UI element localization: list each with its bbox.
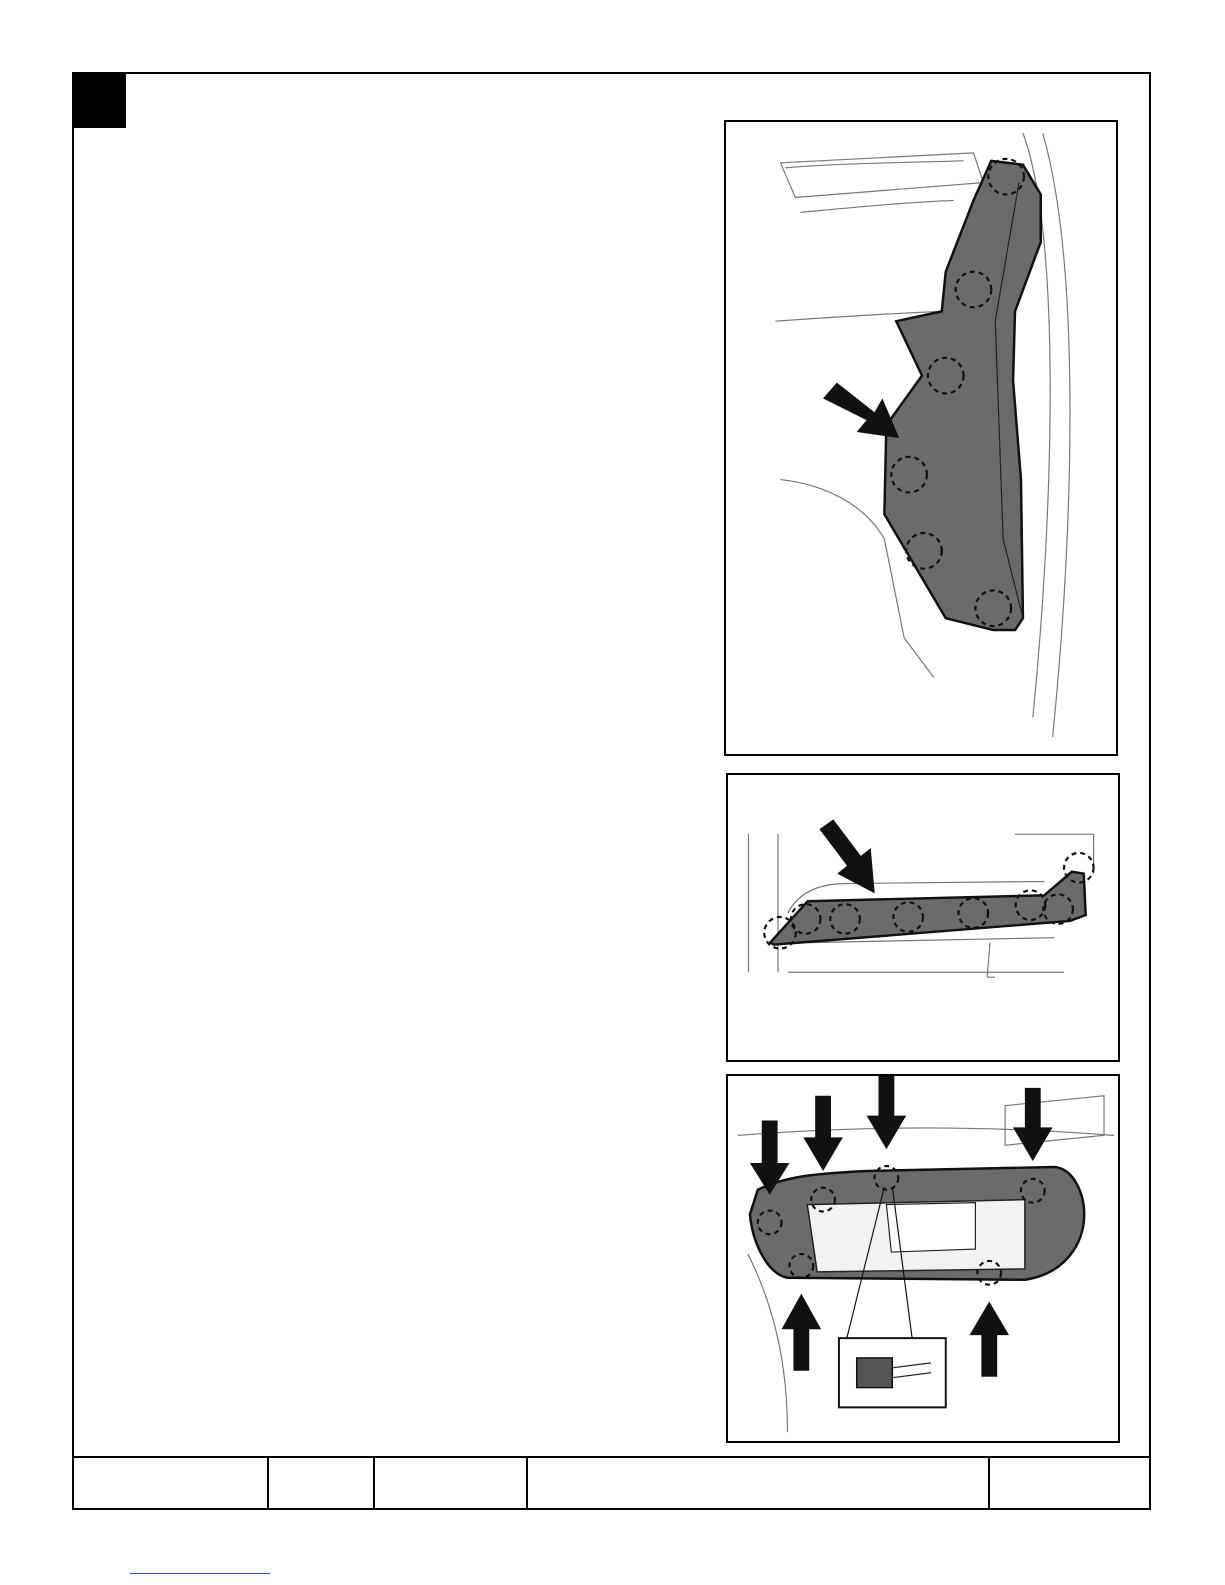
arrow-up xyxy=(969,1302,1009,1377)
footer-cell xyxy=(72,1458,269,1510)
arrow-up xyxy=(782,1294,822,1371)
door-edge-2 xyxy=(1043,133,1070,737)
arrow-down xyxy=(867,1076,907,1149)
connector-detail xyxy=(857,1358,893,1388)
figure-lower-trim-strip xyxy=(726,773,1120,1062)
arrow-down xyxy=(1013,1088,1053,1161)
footer-cell xyxy=(528,1458,990,1510)
pillar-outline xyxy=(748,834,778,972)
vent-slat xyxy=(800,200,953,212)
footer-cell xyxy=(375,1458,528,1510)
footer-table xyxy=(72,1456,1151,1510)
dash-panel-illustration xyxy=(728,1076,1118,1441)
lower-dash-line xyxy=(788,938,1064,973)
vent-outline xyxy=(780,153,983,198)
direction-arrow xyxy=(819,819,874,893)
figure-dash-panel-fasteners xyxy=(726,1074,1120,1443)
pillar-line xyxy=(748,1254,788,1432)
dash-top-line xyxy=(738,1128,1114,1135)
side-trim-illustration xyxy=(726,122,1116,754)
direction-arrow xyxy=(823,383,899,438)
vent-slat xyxy=(785,161,963,168)
step-number-badge xyxy=(72,72,126,128)
footer-cell xyxy=(990,1458,1151,1510)
figure-side-trim-panel xyxy=(724,120,1118,756)
hyperlink-underline[interactable] xyxy=(130,1573,270,1574)
arrow-down xyxy=(803,1096,843,1171)
footer-cell xyxy=(269,1458,375,1510)
lower-trim-illustration xyxy=(728,775,1118,1060)
